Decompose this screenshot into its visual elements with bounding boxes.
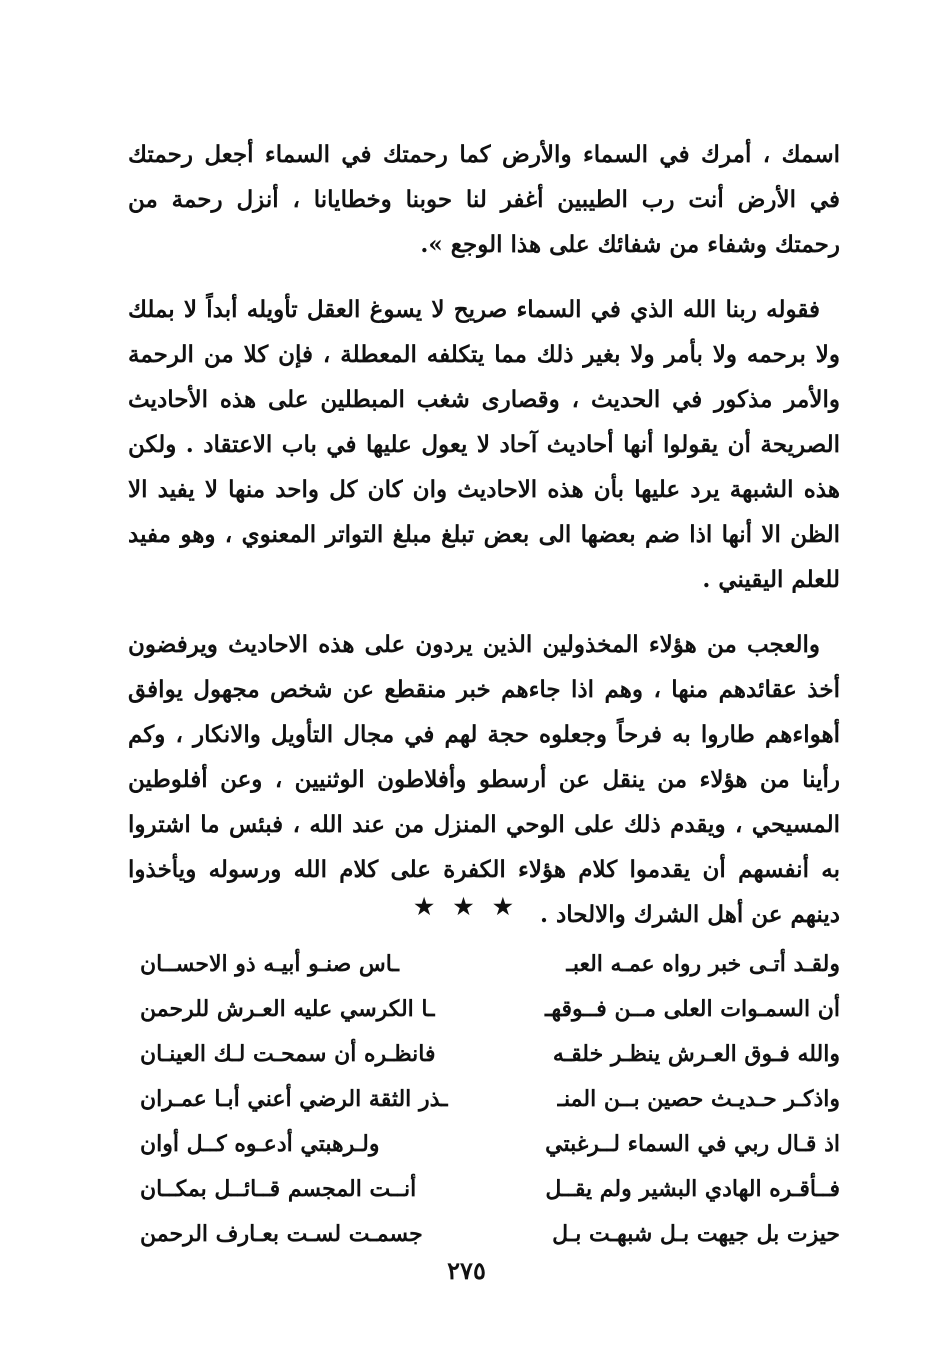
paragraph-2: فقوله ربنا الله الذي في السماء صريح لا يسوغ العقل تأويله أبداً لا بملك ولا برحمه ولا بأمر ولا بغير ذلك مما يتكلفه المعطلة ، فإن كلا من الرحمة والأمر مذكور في الحديث ، وقصارى شغب المبطلين على هذه الأحاديث الصريحة أن يقولوا أنها أحاديث آحاد لا يعول عليها في باب الاعتقاد . ولكن هذه الشبهة يرد عليها بأن هذه الاحاديث وان كان كل واحد منها لا يفيد الا الظن الا أنها اذا ضم بعضها الى بعض تبلغ مبلغ التواتر المعنوي ، وهو مفيد للعلم اليقيني .: [128, 296, 840, 593]
poem-verse-3: [140, 1032, 840, 1077]
section-separator: ★ ★ ★: [414, 894, 519, 920]
verse-first-hemistich: فــأقـره الهادي البشير ولم يقــل: [545, 1176, 840, 1202]
verse-first-hemistich: أن السمـوات العلى مــن فــوقهـ: [544, 996, 840, 1022]
poem: [140, 942, 840, 1257]
poem-verse-2: [140, 987, 840, 1032]
verse-first-hemistich: والله فـوق العـرش ينظـر خلقـه: [552, 1041, 840, 1067]
poem-verse-7: [140, 1212, 840, 1257]
page-number: ٢٧٥: [447, 1256, 486, 1285]
paragraph-3: والعجب من هؤلاء المخذولين الذين يردون على هذه الاحاديث ويرفضون أخذ عقائدهم منها ، وهم اذا جاءهم خبر منقطع عن شخص مجهول يوافق أهواءهم طاروا به فرحاً وجعلوه حجة لهم في مجال التأويل والانكار ، وكم رأينا من هؤلاء من ينقل عن أرسطو وأفلاطون الوثنيين ، وعن أفلوطين المسيحي ، ويقدم ذلك على الوحي المنزل من عند الله ، فبئس ما اشتروا به أنفسهم أن يقدموا كلام هؤلاء الكفرة على كلام الله ورسوله ويأخذوا دينهم عن أهل الشرك والالحاد .: [128, 631, 840, 928]
poem-verse-4: [140, 1077, 840, 1122]
verse-first-hemistich: ولقـد أتـى خبر رواه عمـه العبـ: [566, 951, 840, 977]
verse-second-hemistich: ولـرهبتي أدعـوه كــل أوان: [140, 1131, 380, 1157]
verse-second-hemistich: فانظـره أن سمحـت لـك العينـان: [140, 1041, 436, 1067]
poem-verse-6: [140, 1167, 840, 1212]
prose-body: [128, 132, 840, 957]
verse-first-hemistich: حيزت بل جيهت بـل شبهـت بـل: [552, 1221, 840, 1247]
paragraph-1: اسمك ، أمرك في السماء والأرض كما رحمتك في السماء أجعل رحمتك في الأرض أنت رب الطيبين أغفر لنا حوبنا وخطايانا ، أنزل رحمة من رحمتك وشفاء من شفائك على هذا الوجع ».: [128, 141, 840, 258]
verse-second-hemistich: ـا الكرسي عليه العـرش للرحمن: [140, 996, 435, 1022]
verse-second-hemistich: أنــت المجسم قــائــل بمكــان: [140, 1176, 417, 1202]
verse-second-hemistich: جسمـت لسـت بعـارف الرحمن: [140, 1221, 423, 1247]
poem-verse-5: [140, 1122, 840, 1167]
poem-verse-1: [140, 942, 840, 987]
verse-first-hemistich: واذكـر حـديـث حصين بــن المنـ: [557, 1086, 840, 1112]
verse-first-hemistich: اذ قـال ربي في السماء لــرغبتي: [545, 1131, 840, 1157]
verse-second-hemistich: ـاس صنـو أبيـه ذو الاحســان: [140, 951, 399, 977]
verse-second-hemistich: ـذر الثقة الرضي أعني أبـا عمـران: [140, 1086, 448, 1112]
